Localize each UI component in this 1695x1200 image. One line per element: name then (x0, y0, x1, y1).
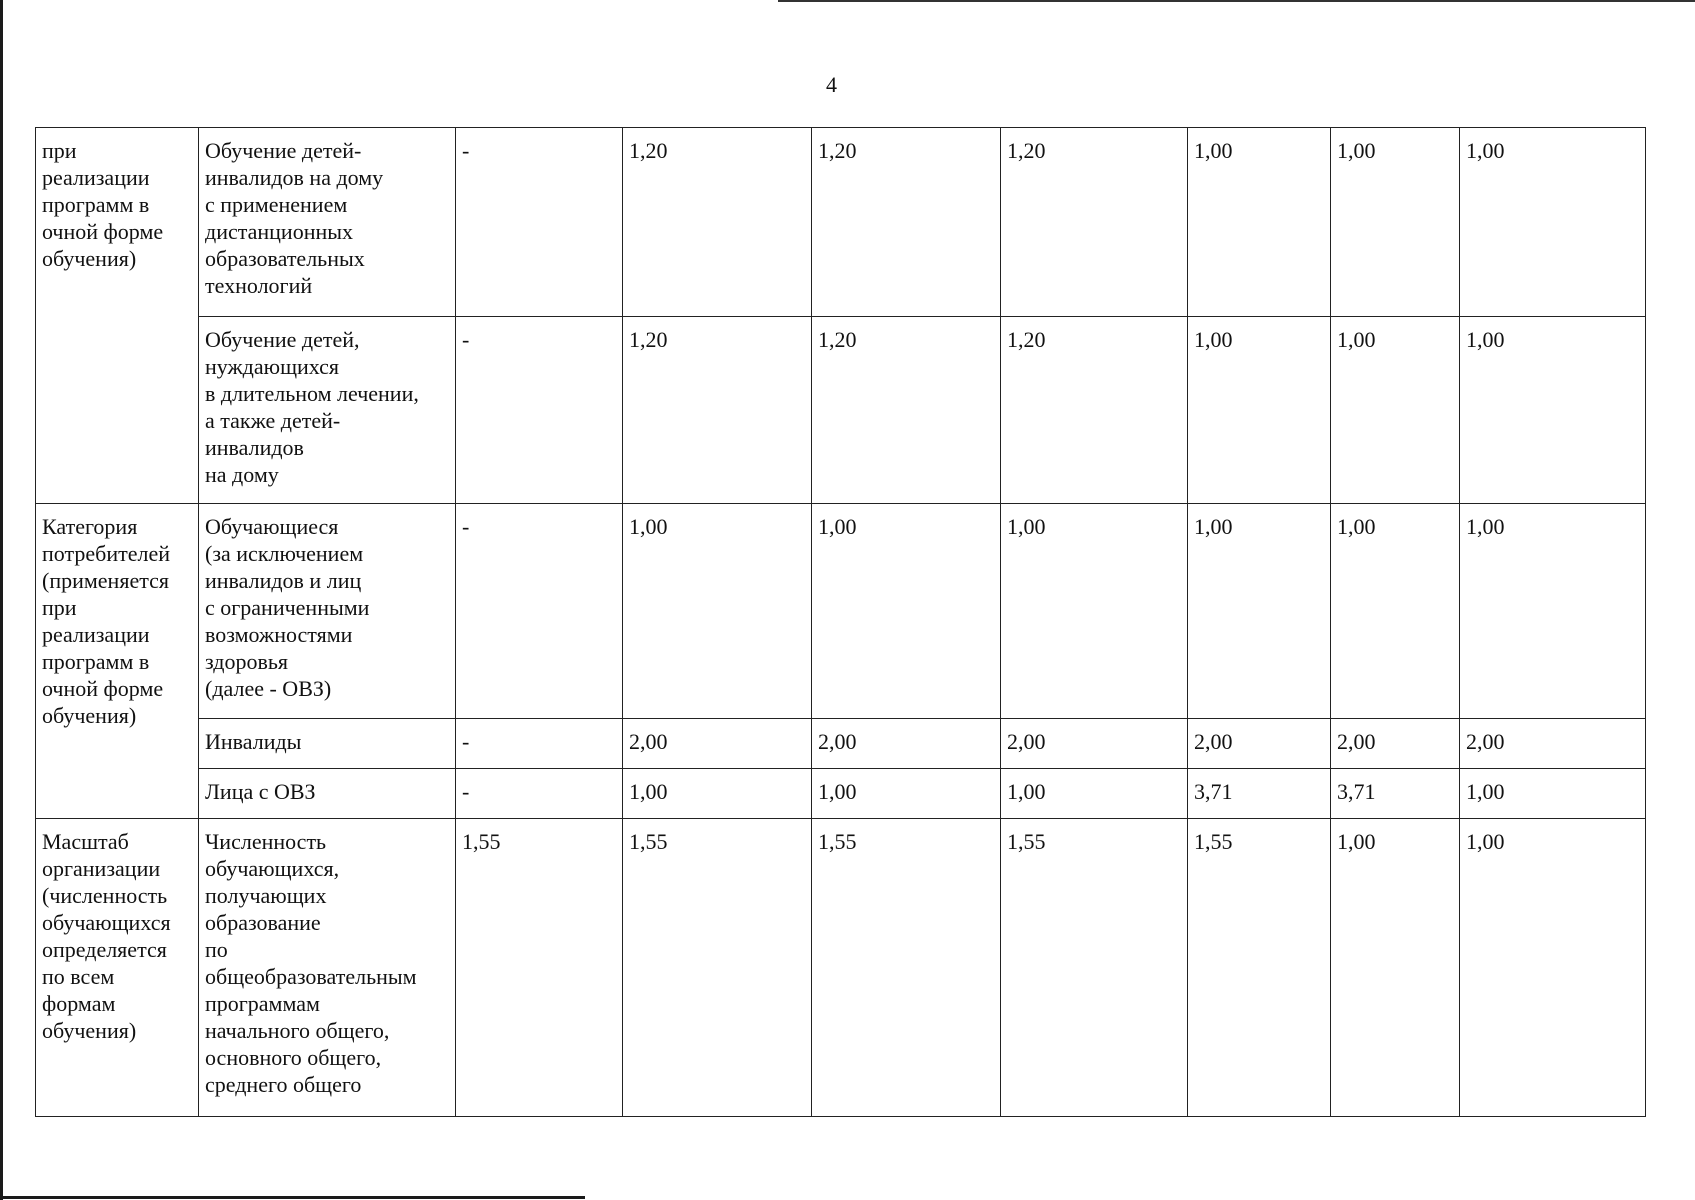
group-label-cell: Масштаб организации (численность обучающихся определяется по всем формам обучения) (36, 819, 199, 1117)
table-row (36, 719, 1646, 769)
value-cell: 2,00 (1331, 719, 1460, 769)
group-label-cell: при реализации программ в очной форме обучения) (36, 128, 199, 504)
value-cell: 1,00 (1331, 504, 1460, 719)
value-cell: - (456, 769, 623, 819)
value-cell: - (456, 504, 623, 719)
value-cell: 2,00 (1188, 719, 1331, 769)
value-cell: 1,20 (812, 128, 1001, 317)
value-cell: 1,00 (623, 769, 812, 819)
value-cell: 1,55 (456, 819, 623, 1117)
value-cell: 1,20 (623, 128, 812, 317)
value-cell: 1,00 (1460, 769, 1646, 819)
value-cell: 2,00 (812, 719, 1001, 769)
value-cell: 1,00 (1188, 317, 1331, 504)
value-cell: 2,00 (1001, 719, 1188, 769)
value-cell: 3,71 (1331, 769, 1460, 819)
value-cell: 1,00 (1188, 504, 1331, 719)
value-cell: 1,55 (1001, 819, 1188, 1117)
table-row (36, 769, 1646, 819)
row-name-cell: Лица с ОВЗ (199, 769, 456, 819)
value-cell: 1,00 (1331, 819, 1460, 1117)
value-cell: 1,00 (812, 504, 1001, 719)
coefficients-table (35, 127, 1646, 1117)
value-cell: 1,00 (1460, 317, 1646, 504)
row-name-cell: Обучающиеся (за исключением инвалидов и лиц с ограниченными возможностями здоровья (далее - ОВЗ) (199, 504, 456, 719)
value-cell: 1,20 (1001, 128, 1188, 317)
group-label-cell: Категория потребителей (применяется при реализации программ в очной форме обучения) (36, 504, 199, 819)
value-cell: 1,00 (812, 769, 1001, 819)
value-cell: 3,71 (1188, 769, 1331, 819)
value-cell: - (456, 128, 623, 317)
scan-edge-bottom (0, 1196, 585, 1199)
value-cell: 1,20 (812, 317, 1001, 504)
value-cell: 1,55 (812, 819, 1001, 1117)
row-name-cell: Обучение детей, нуждающихся в длительном лечении, а также детей- инвалидов на дому (199, 317, 456, 504)
value-cell: 1,20 (1001, 317, 1188, 504)
value-cell: 1,00 (1460, 819, 1646, 1117)
value-cell: 1,00 (1001, 504, 1188, 719)
value-cell: 1,00 (1460, 504, 1646, 719)
value-cell: 1,20 (623, 317, 812, 504)
table-row (36, 317, 1646, 504)
row-name-cell: Численность обучающихся, получающих образование по общеобразовательным программам начального общего, основного общего, среднего общего (199, 819, 456, 1117)
value-cell: 1,00 (1460, 128, 1646, 317)
page-number: 4 (826, 72, 837, 97)
scan-edge-top (778, 0, 1695, 2)
value-cell: - (456, 317, 623, 504)
value-cell: 1,00 (1188, 128, 1331, 317)
row-name-cell: Инвалиды (199, 719, 456, 769)
scan-edge-left (0, 0, 3, 1200)
value-cell: 2,00 (623, 719, 812, 769)
row-name-cell: Обучение детей- инвалидов на дому с применением дистанционных образовательных технологий (199, 128, 456, 317)
table-row (36, 819, 1646, 1117)
value-cell: 1,00 (623, 504, 812, 719)
value-cell: 1,00 (1001, 769, 1188, 819)
table-row (36, 504, 1646, 719)
table-row (36, 128, 1646, 317)
value-cell: 2,00 (1460, 719, 1646, 769)
value-cell: - (456, 719, 623, 769)
value-cell: 1,55 (1188, 819, 1331, 1117)
value-cell: 1,00 (1331, 128, 1460, 317)
value-cell: 1,55 (623, 819, 812, 1117)
value-cell: 1,00 (1331, 317, 1460, 504)
